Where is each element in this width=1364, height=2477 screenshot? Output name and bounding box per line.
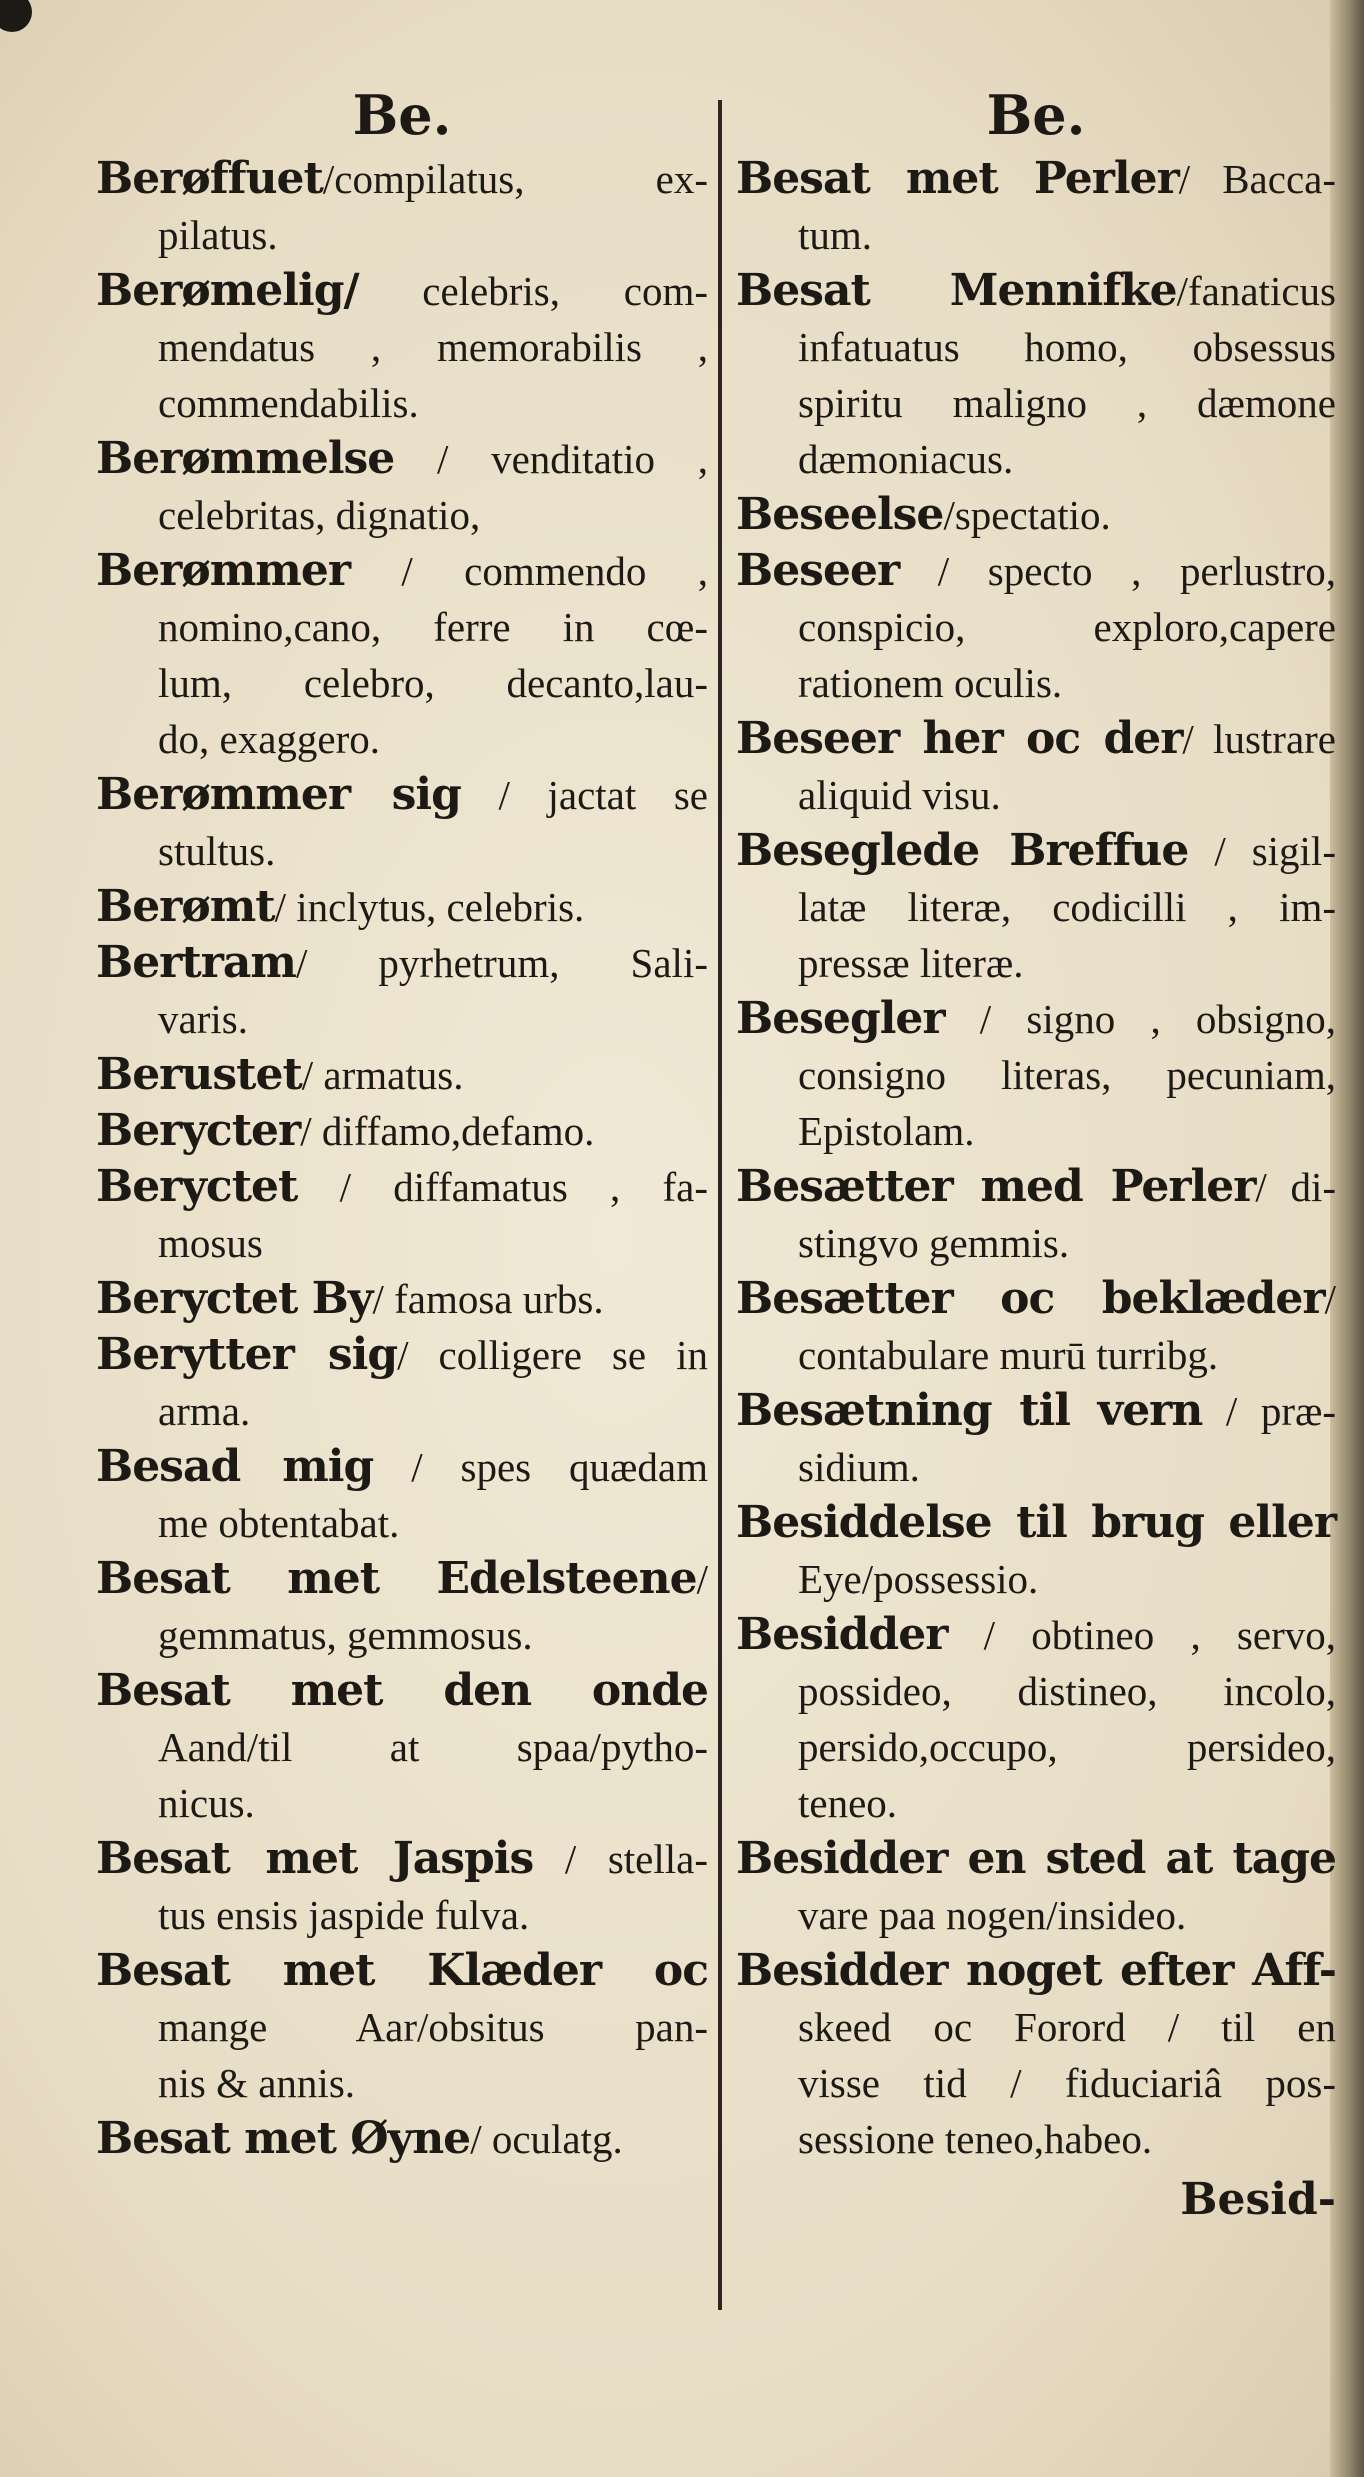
entry-definition: / venditatio , [394, 436, 708, 482]
entry-headword: Besætter med Perler [736, 1161, 1256, 1212]
entry-headword: Beseglede Breffue [736, 825, 1189, 876]
entry-first-line [736, 1495, 1336, 1551]
entry-continuation-line: lum, celebro, decanto,lau- [158, 660, 708, 706]
entry-continuation-line: teneo. [798, 1780, 898, 1826]
entry-definition: / obtineo , servo, [947, 1612, 1336, 1658]
entry-first-line [96, 1943, 708, 1999]
dictionary-entry [736, 1495, 1336, 1607]
dictionary-entry [96, 1831, 708, 1943]
entry-definition: / specto , perlustro, [899, 548, 1336, 594]
corner-ink-spot [0, 0, 32, 32]
entry-definition: /spectatio. [943, 492, 1111, 538]
entry-first-line [96, 1327, 708, 1383]
entry-first-line [96, 2111, 708, 2167]
dictionary-entry [96, 879, 708, 935]
entry-headword: Besætter oc beklæder [736, 1273, 1325, 1324]
entry-continuation-line: nomino,cano, ferre in cœ- [158, 604, 708, 650]
dictionary-entry [96, 767, 708, 879]
entry-definition: / præ- [1202, 1388, 1336, 1434]
entry-continuation-line: contabulare murū turribg. [798, 1332, 1219, 1378]
entry-first-line [736, 487, 1336, 543]
entry-continuation-line: nis & annis. [158, 2060, 356, 2106]
entry-continuation-line: celebritas, dignatio, [158, 492, 481, 538]
entry-headword: Besat Mennifke [736, 265, 1177, 316]
entry-continuation-line: tum. [798, 212, 873, 258]
dictionary-entry [96, 1327, 708, 1439]
entry-continuation-line: sessione teneo,habeo. [798, 2116, 1153, 2162]
entry-continuation-line: persido,occupo, persideo, [798, 1724, 1336, 1770]
entry-headword: Besad mig [96, 1441, 374, 1492]
entry-definition: /compilatus, ex- [322, 156, 708, 202]
entry-definition: / lustrare [1182, 716, 1336, 762]
entry-first-line [96, 1831, 708, 1887]
entry-headword: Besegler [736, 993, 945, 1044]
entry-continuation-line: infatuatus homo, obsessus [798, 324, 1336, 370]
entry-continuation-line: Aand/til at spaa/pytho- [158, 1724, 708, 1770]
entry-first-line [96, 935, 708, 991]
entry-continuation-line: spiritu maligno , dæmone [798, 380, 1336, 426]
entry-continuation-line: stingvo gemmis. [798, 1220, 1070, 1266]
entry-headword: Berømmelse [96, 433, 395, 484]
dictionary-entry [96, 935, 708, 1047]
dictionary-entry [736, 263, 1336, 487]
entry-first-line [96, 1551, 708, 1607]
entry-headword: Besat met Øyne [96, 2113, 471, 2164]
dictionary-entry [736, 1607, 1336, 1831]
dictionary-entry [736, 151, 1336, 263]
column-heading: Be. [986, 83, 1086, 147]
entry-first-line [736, 1383, 1336, 1439]
dictionary-entry [96, 543, 708, 767]
entry-first-line [96, 1439, 708, 1495]
entry-continuation-line: possideo, distineo, incolo, [798, 1668, 1336, 1714]
entry-headword: Bertram [96, 937, 296, 988]
entry-first-line [96, 543, 708, 599]
dictionary-entry [96, 1439, 708, 1551]
entry-headword: Besat met den onde [96, 1665, 708, 1716]
entry-first-line [96, 1663, 708, 1719]
dictionary-entry [96, 2111, 708, 2167]
entry-headword: Berømt [96, 881, 275, 932]
entry-first-line [736, 1943, 1336, 1999]
entry-continuation-line: me obtentabat. [158, 1500, 400, 1546]
entry-first-line [96, 879, 708, 935]
entry-headword: Besat met Jaspis [96, 1833, 534, 1884]
entry-continuation-line: nicus. [158, 1780, 255, 1826]
dictionary-entry [736, 1383, 1336, 1495]
entry-headword: Beryctet [96, 1161, 298, 1212]
entry-definition: / Bacca- [1178, 156, 1336, 202]
column-heading: Be. [352, 83, 452, 147]
entry-continuation-line: mendatus , memorabilis , [158, 324, 708, 370]
entry-continuation-line: aliquid visu. [798, 772, 1001, 818]
entry-continuation-line: dæmoniacus. [798, 436, 1014, 482]
entry-continuation-line: Eye/possessio. [798, 1556, 1039, 1602]
entry-headword: Berustet [96, 1049, 302, 1100]
dictionary-entry [736, 1271, 1336, 1383]
entry-continuation-line: pressæ literæ. [798, 940, 1024, 986]
entry-headword: Besidder [736, 1609, 948, 1660]
dictionary-entry [736, 1831, 1336, 1943]
entry-definition: / sigil- [1188, 828, 1336, 874]
entry-first-line [96, 1047, 708, 1103]
entry-continuation-line: gemmatus, gemmosus. [158, 1612, 533, 1658]
entry-first-line [736, 263, 1336, 319]
entry-first-line [96, 767, 708, 823]
dictionary-entry [96, 1943, 708, 2111]
entry-headword: Berytter sig [96, 1329, 398, 1380]
entry-continuation-line: sidium. [798, 1444, 920, 1490]
entry-definition: / jactat se [460, 772, 709, 818]
dictionary-entry [96, 1047, 708, 1103]
entry-continuation-line: mange Aar/obsitus pan- [158, 2004, 708, 2050]
entry-continuation-line: arma. [158, 1388, 251, 1434]
left-column [96, 85, 708, 2167]
entry-definition: / famosa urbs. [372, 1276, 604, 1322]
entry-headword: Beryctet By [96, 1273, 373, 1324]
entry-first-line [736, 711, 1336, 767]
entry-headword: Berycter [96, 1105, 301, 1156]
entry-continuation-line: rationem oculis. [798, 660, 1063, 706]
entry-headword: Besætning til vern [736, 1385, 1203, 1436]
entry-definition: / commendo , [350, 548, 708, 594]
entry-first-line [96, 1103, 708, 1159]
dictionary-entry [96, 431, 708, 543]
entry-first-line [96, 263, 708, 319]
dictionary-entry [96, 1271, 708, 1327]
entry-headword: Beseer [736, 545, 900, 596]
entry-headword: Besiddelse til brug eller [736, 1497, 1336, 1548]
entry-continuation-line: consigno literas, pecuniam, [798, 1052, 1336, 1098]
entry-definition: / stella- [533, 1836, 708, 1882]
entry-definition: / oculatg. [470, 2116, 623, 2162]
entry-continuation-line: stultus. [158, 828, 276, 874]
dictionary-entry [736, 991, 1336, 1159]
entry-headword: Beseer her oc der [736, 713, 1183, 764]
entry-first-line [96, 431, 708, 487]
dictionary-entry [736, 711, 1336, 823]
entry-continuation-line: commendabilis. [158, 380, 419, 426]
entry-definition: / pyrhetrum, Sali- [295, 940, 708, 986]
entry-continuation-line: do, exaggero. [158, 716, 380, 762]
entry-continuation-line: conspicio, exploro,capere [798, 604, 1336, 650]
entry-first-line [96, 1271, 708, 1327]
entry-headword: Beseelse [736, 489, 944, 540]
entry-definition: / signo , obsigno, [944, 996, 1336, 1042]
entry-definition: /fanaticus [1176, 268, 1336, 314]
entry-definition: / spes quædam [373, 1444, 708, 1490]
entry-headword: Berømmer [96, 545, 351, 596]
entry-headword: Besat met Klæder oc [96, 1945, 708, 1996]
entry-continuation-line: varis. [158, 996, 248, 1042]
entry-definition: / inclytus, celebris. [274, 884, 585, 930]
entry-continuation-line: pilatus. [158, 212, 278, 258]
entry-definition: / [696, 1556, 708, 1602]
entry-first-line [736, 1159, 1336, 1215]
entry-definition: / armatus. [301, 1052, 464, 1098]
entry-definition: / di- [1255, 1164, 1337, 1210]
entry-first-line [736, 543, 1336, 599]
entry-headword: Berøffuet [96, 153, 323, 204]
entry-first-line [736, 151, 1336, 207]
dictionary-entry [736, 1159, 1336, 1271]
entry-first-line [736, 1831, 1336, 1887]
dictionary-entry [96, 1159, 708, 1271]
entry-continuation-line: vare paa nogen/insideo. [798, 1892, 1187, 1938]
entry-headword: Besat met Perler [736, 153, 1179, 204]
entry-list [96, 151, 708, 2167]
dictionary-entry [96, 1663, 708, 1831]
entry-definition: / diffamo,defamo. [300, 1108, 595, 1154]
dictionary-entry [736, 543, 1336, 711]
entry-first-line [736, 1271, 1336, 1327]
entry-definition: / colligere se in [397, 1332, 708, 1378]
entry-continuation-line: mosus [158, 1220, 263, 1266]
entry-headword: Berømelig/ [96, 265, 359, 316]
entry-first-line [96, 1159, 708, 1215]
entry-first-line [736, 823, 1336, 879]
entry-continuation-line: visse tid / fiduciariâ pos- [798, 2060, 1336, 2106]
entry-continuation-line: Epistolam. [798, 1108, 975, 1154]
entry-list [736, 151, 1336, 2167]
dictionary-entry [96, 151, 708, 263]
entry-headword: Berømmer sig [96, 769, 461, 820]
right-column [736, 85, 1336, 2229]
entry-headword: Besidder en sted at tage [736, 1833, 1336, 1884]
entry-first-line [96, 151, 708, 207]
catchword: Besid- [1180, 2174, 1336, 2225]
entry-definition: / [1324, 1276, 1336, 1322]
dictionary-entry [736, 487, 1336, 543]
dictionary-entry [96, 1103, 708, 1159]
dictionary-entry [96, 1551, 708, 1663]
entry-headword: Besidder noget efter Aff- [736, 1945, 1336, 1996]
entry-headword: Besat met Edelsteene [96, 1553, 697, 1604]
entry-first-line [736, 1607, 1336, 1663]
entry-continuation-line: tus ensis jaspide fulva. [158, 1892, 530, 1938]
dictionary-entry [736, 1943, 1336, 2167]
column-divider [718, 100, 722, 2310]
dictionary-entry [96, 263, 708, 431]
dictionary-entry [736, 823, 1336, 991]
entry-definition: / diffamatus , fa- [297, 1164, 708, 1210]
entry-continuation-line: latæ literæ, codicilli , im- [798, 884, 1336, 930]
entry-definition: celebris, com- [358, 268, 708, 314]
entry-continuation-line: skeed oc Forord / til en [798, 2004, 1336, 2050]
entry-first-line [736, 991, 1336, 1047]
